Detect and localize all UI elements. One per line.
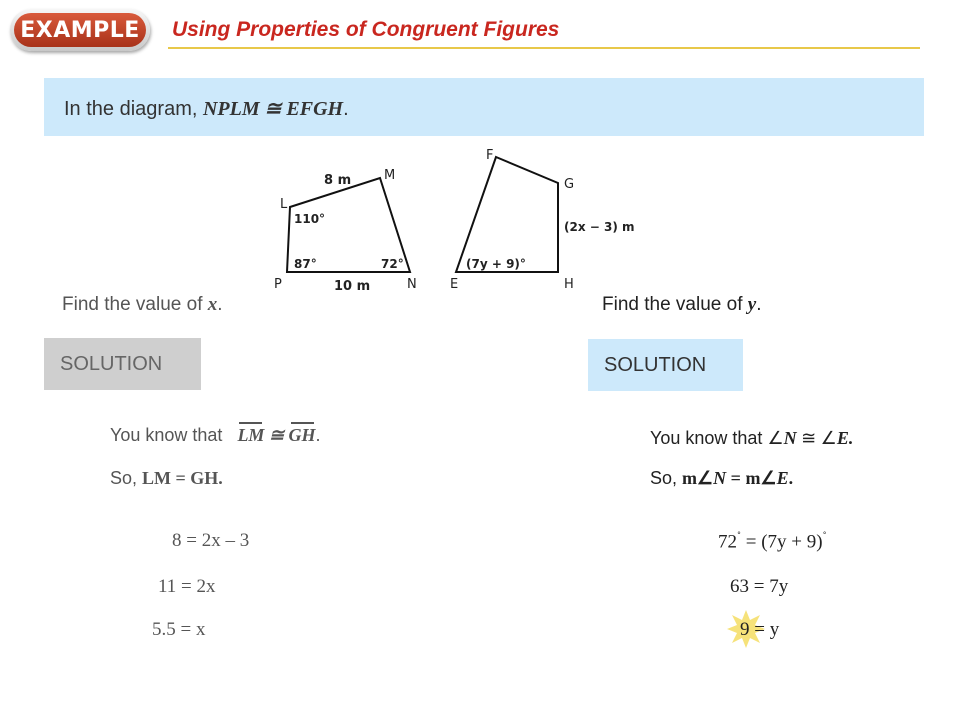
segment-congruence (237, 425, 315, 445)
find-x-prompt (62, 294, 223, 316)
measure-end: . (788, 468, 794, 488)
find-y-var: y (747, 294, 757, 315)
vertex-L: L (280, 197, 288, 212)
side-GH-expression: (2x − 3) m (564, 220, 635, 234)
vertex-F: F (486, 148, 494, 163)
measure-m2: m (745, 468, 761, 488)
angle-symbol-icon: ∠ (760, 468, 777, 488)
page-title: Using Properties of Congruent Figures (172, 18, 560, 41)
angle-E-expression: (7y + 9)° (466, 257, 526, 271)
vertex-M: M (384, 168, 396, 183)
so-prefix-left: So, (110, 468, 143, 488)
so-statement-right (650, 468, 793, 489)
so-equation-right (682, 468, 793, 488)
congruent-symbol-left: ≅ (268, 425, 285, 445)
angle-E: E. (836, 428, 854, 448)
problem-prefix: In the diagram, (64, 98, 203, 120)
know-prefix-left: You know that (110, 425, 223, 445)
angle-congruence (767, 428, 853, 448)
measure-equals: = (730, 468, 741, 488)
segment-LM: LM (237, 425, 265, 445)
angle-P-measure: 87° (294, 257, 317, 271)
so-prefix-right: So, (650, 468, 683, 488)
congruent-quadrilaterals-diagram (270, 145, 640, 300)
eq-y-result-rest: = y (754, 619, 780, 640)
know-suffix-left: . (315, 425, 321, 445)
know-prefix-right: You know that (650, 428, 763, 448)
equation-y-step1 (718, 529, 827, 553)
know-statement-left (110, 425, 321, 446)
equation-x-step2: 11 = 2x (158, 576, 216, 597)
equation-y-step2: 63 = 7y (730, 576, 789, 597)
vertex-E: E (450, 277, 459, 292)
eq-y-rhs: = (7y + 9) (745, 531, 823, 553)
eq-y-result-value: 9 (740, 619, 750, 640)
problem-congruence: NPLM ≅ EFGH (202, 98, 344, 120)
angle-L-measure: 110° (294, 212, 326, 226)
degree-mark-2: ˚ (822, 529, 827, 543)
find-y-prefix: Find the value of (602, 294, 748, 315)
segment-GH: GH (288, 425, 316, 445)
find-x-suffix: . (217, 294, 223, 315)
example-badge-label: EXAMPLE (14, 13, 146, 47)
equation-x-result: 5.5 = x (152, 619, 206, 640)
know-statement-right (650, 428, 853, 449)
congruent-symbol-right: ≅ (801, 428, 817, 448)
vertex-N: N (407, 277, 417, 292)
title-underline (168, 47, 920, 49)
measure-angle-N: N (713, 468, 727, 488)
problem-suffix: . (343, 98, 349, 120)
vertex-H: H (564, 277, 574, 292)
angle-N: N (783, 428, 797, 448)
example-badge (10, 9, 150, 51)
solution-label-left: SOLUTION (44, 338, 201, 390)
so-equation-left: LM = GH. (142, 468, 223, 488)
so-statement-left (110, 468, 223, 489)
angle-N-measure: 72° (381, 257, 404, 271)
problem-statement (64, 96, 349, 121)
solution-label-right: SOLUTION (588, 339, 743, 391)
measure-angle-E: E (776, 468, 789, 488)
side-LM-length: 8 m (324, 173, 352, 188)
side-PN-length: 10 m (334, 279, 371, 294)
angle-symbol-icon: ∠ (767, 428, 784, 448)
find-x-var: x (207, 294, 218, 315)
equation-y-result (740, 619, 779, 641)
eq-y-72: 72 (718, 531, 737, 553)
equation-x-step1: 8 = 2x – 3 (172, 530, 250, 551)
degree-mark-1: ˚ (737, 529, 741, 543)
angle-symbol-icon: ∠ (820, 428, 837, 448)
vertex-G: G (564, 177, 575, 192)
vertex-P: P (274, 277, 282, 292)
measure-m1: m (682, 468, 698, 488)
find-x-prefix: Find the value of (62, 294, 208, 315)
find-y-prompt (602, 294, 761, 316)
find-y-suffix: . (756, 294, 762, 315)
quadrilateral-efgh (456, 157, 558, 272)
angle-symbol-icon: ∠ (697, 468, 714, 488)
